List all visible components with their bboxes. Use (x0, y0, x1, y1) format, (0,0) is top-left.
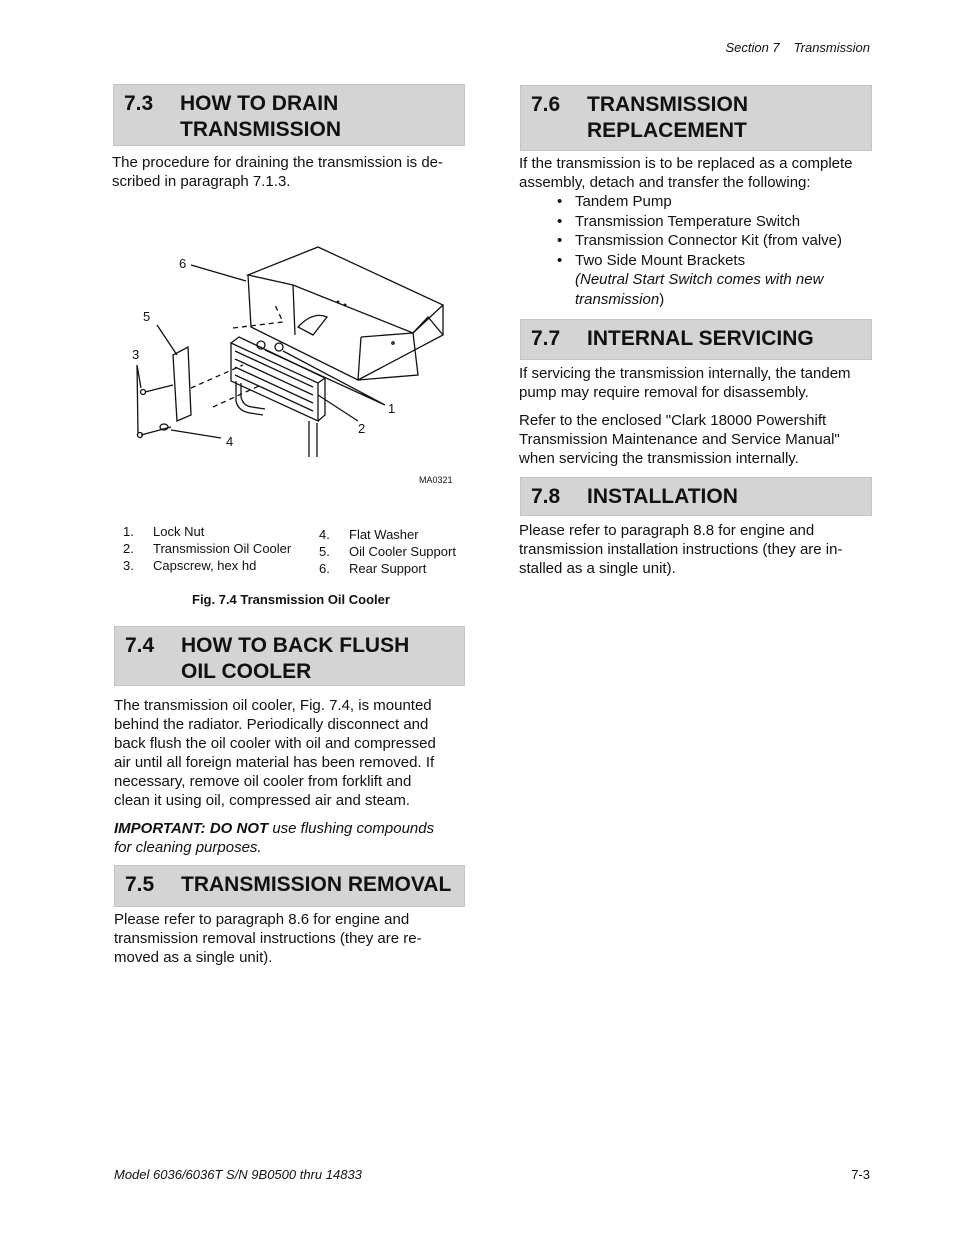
transfer-parts-list (557, 192, 875, 270)
section-number: 7.3 (124, 92, 154, 115)
callout-4: 4 (226, 434, 234, 449)
section-number: 7.4 (125, 634, 155, 657)
section-title: HOW TO BACK FLUSH OIL COOLER (181, 634, 410, 683)
footer-model: Model 6036/6036T S/N 9B0500 thru 14833 (114, 1167, 362, 1182)
legend-item: 1. Lock Nut (123, 524, 205, 539)
list-item: • Transmission Temperature Switch (557, 212, 875, 232)
section-title: HOW TO DRAIN TRANSMISSION (180, 92, 342, 141)
callout-6: 6 (179, 256, 187, 271)
callout-3: 3 (132, 347, 140, 362)
neutral-switch-note: (Neutral Start Switch comes with new transmission) (575, 271, 824, 308)
page-number: 7-3 (851, 1167, 870, 1182)
section-7-4-body: The transmission oil cooler, Fig. 7.4, is mounted behind the radiator. Periodically disconnect and back flush the oil cooler with oil and compressed air until all foreign material has been removed. If necessary, remove oil cooler from forklift and clean it using oil, compressed air and steam. IMPORTANT: DO NOT use flushing compounds for cleaning purposes. (114, 696, 466, 857)
figure-code: MA0321 (419, 475, 453, 485)
legend-item: 3. Capscrew, hex hd (123, 558, 257, 573)
figure-transmission-oil-cooler (113, 225, 463, 495)
list-item: • Transmission Connector Kit (from valve) (557, 231, 875, 251)
figure-legend-right (319, 526, 456, 577)
section-7-7-heading (520, 319, 872, 360)
section-7-8-body: Please refer to paragraph 8.8 for engine and transmission installation instructions (they are in- stalled as a single unit). (519, 522, 843, 577)
section-7-3-heading (113, 84, 465, 146)
important-note: IMPORTANT: DO NOT use flushing compounds for cleaning purposes. (114, 820, 435, 856)
section-7-6-body: If the transmission is to be replaced as a complete assembly, detach and transfer the following: • Tandem Pump • Transmission Temperature Switch • Transmission Connector Kit (from valve) • Two Side Mount Brackets (Neutral Start Switch comes with new transmission) (519, 154, 875, 309)
callout-2: 2 (358, 421, 366, 436)
callout-5: 5 (143, 309, 151, 324)
oil-cooler-illustration (113, 225, 463, 495)
list-item: • Two Side Mount Brackets (557, 251, 875, 271)
section-number: 7.7 (531, 327, 561, 350)
legend-item: 4. Flat Washer (319, 527, 419, 542)
section-7-4-heading (114, 626, 465, 686)
section-7-8-heading (520, 477, 872, 516)
figure-caption: Fig. 7.4 Transmission Oil Cooler (192, 592, 390, 607)
header-chapter: Transmission (793, 40, 870, 55)
section-7-7-body: If servicing the transmission internally, the tandem pump may require removal for disassembly. Refer to the enclosed "Clark 18000 Powershift Transmission Maintenance and Service Manual" when servicing the transmission internally. (519, 365, 851, 467)
section-7-6-heading (520, 85, 872, 151)
section-7-3-body: The procedure for draining the transmission is de- scribed in paragraph 7.1.3. (112, 154, 443, 190)
legend-item: 6. Rear Support (319, 561, 427, 576)
section-number: 7.5 (125, 873, 155, 896)
section-title: INTERNAL SERVICING (587, 327, 814, 350)
section-7-5-heading (114, 865, 465, 907)
list-item: • Tandem Pump (557, 192, 875, 212)
callout-1: 1 (388, 401, 396, 416)
section-title: TRANSMISSION REPLACEMENT (587, 93, 749, 142)
section-7-5-body: Please refer to paragraph 8.6 for engine and transmission removal instructions (they are re- moved as a single unit). (114, 911, 422, 966)
section-number: 7.6 (531, 93, 561, 116)
section-number: 7.8 (531, 485, 561, 508)
header-section: Section 7 (725, 40, 780, 55)
figure-legend-left (123, 523, 291, 574)
section-title: TRANSMISSION REMOVAL (181, 873, 452, 896)
section-title: INSTALLATION (587, 485, 738, 508)
running-header (711, 40, 870, 55)
legend-item: 2. Transmission Oil Cooler (123, 541, 292, 556)
legend-item: 5. Oil Cooler Support (319, 544, 456, 559)
